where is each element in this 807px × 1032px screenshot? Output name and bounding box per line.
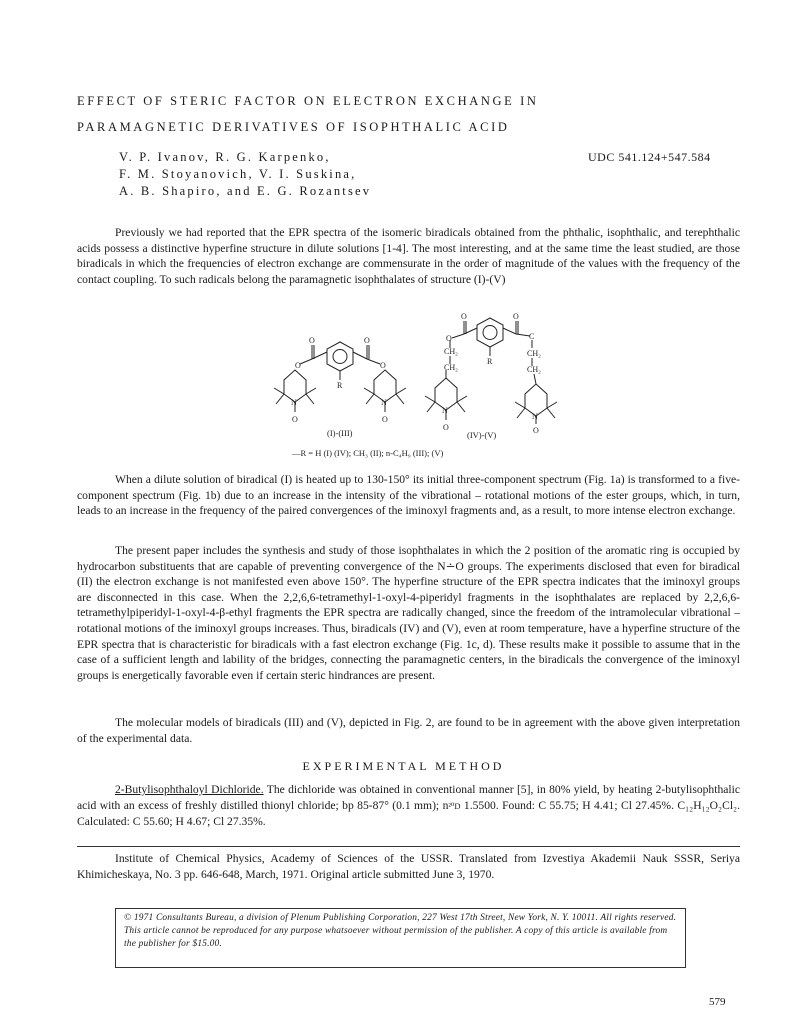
benzene-ring-left: [327, 342, 353, 371]
atom-n-3: N: [442, 406, 448, 415]
paragraph-4-text: The molecular models of biradicals (III) and (V), depicted in Fig. 2, are found to be in agreement with the above given interpretation of the experimental data.: [77, 716, 740, 745]
label-i-iii: (I)-(III): [327, 428, 353, 438]
intro-text: Previously we had reported that the EPR spectra of the isomeric biradicals obtained from the phthalic, isophthalic, and terephthalic acids possess a distinctive hyperfine structure in dilute solutions [1-4]. The most interesting, and at the same time the least studied, are those biradicals in which the frequencies of electron exchange are commensurate in the order of magnitude of the values with the frequency of the contact coupling. To such radicals belong the paramagnetic isophthalates of structure (I)-(V): [77, 226, 740, 286]
atom-ch2-2: CH₂: [444, 363, 458, 372]
atom-o-7: O: [461, 312, 467, 321]
paragraph-3-text: The present paper includes the synthesis and study of those isophthalates in which the 2 position of the aromatic ring is occupied by hydrocarbon substituents that are capable of preventing convergence of the N∸O groups. The experiments disclosed that even for biradical (II) the electron exchange is not manifested even above 150°. The hyperfine structure of the EPR spectra indicates that the iminoxyl groups are disconnected in this case. When the 2,2,6,6-tetramethyl-1-oxyl-4-piperidyl fragments in the isophthalates are replaced by 2,2,6,6-tetramethylpiperidyl-1-oxyl-4-β-ethyl fragments the EPR spectra are radically changed, since the freedom of the intramolecular vibrational – rotational motions of the iminoxyl groups increases. Thus, biradicals (IV) and (V), even at room temperature, have a hyperfine structure of the EPR spectra that is characteristic for biradicals with a fast electron exchange (Fig. 1c, d). These results make it possible to assume that in the case of a sufficient length and lability of the bridges, connecting the paramagnetic centers, in the biradicals the convergence of the iminoxyl groups is energetically favorable even if certain steric hindrances are present.: [77, 544, 740, 682]
atom-o-8: O: [513, 312, 519, 321]
intro-paragraph: [77, 225, 740, 287]
paragraph-2: [77, 472, 740, 519]
compound-name: 2-Butylisophthaloyl Dichloride.: [115, 783, 264, 796]
copyright-box: © 1971 Consultants Bureau, a division of Plenum Publishing Corporation, 227 West 17th Street, New York, N. Y. 10011. All rights reserved. This article cannot be reproduced for any purpose whatsoever without permission of the publisher. A copy of this article is available from the publisher for $15.00.: [115, 908, 686, 968]
atom-o-3: O: [295, 361, 301, 370]
atom-o-1: O: [309, 336, 315, 345]
experimental-text: The dichloride was obtained in conventional manner [5], in 80% yield, by heating 2-butylisophthalic acid with an excess of freshly distilled thionyl chloride; bp 85-87° (0.1 mm); n: [77, 783, 740, 812]
atom-o-4: O: [380, 361, 386, 370]
affiliation-note: Institute of Chemical Physics, Academy of Sciences of the USSR. Translated from Izvestiya Akademii Nauk SSSR, Seriya Khimicheskaya, No. 3 pp. 646-648, March, 1971. Original article submitted June 3, 1970.: [77, 852, 740, 881]
atom-o-6: O: [382, 415, 388, 424]
benzene-ring-right: [477, 318, 503, 347]
title-line-2: PARAMAGNETIC DERIVATIVES OF ISOPHTHALIC ACID: [77, 120, 510, 134]
page-number: 579: [709, 996, 726, 1008]
paragraph-4: [77, 715, 740, 746]
atom-n-2: N: [381, 398, 387, 407]
figure-caption: —R = H (I) (IV); CH₃ (II); n-C₄H₉ (III); (V): [292, 448, 444, 458]
atom-o-10: O: [443, 423, 449, 432]
atom-r-left: R: [337, 381, 343, 390]
atom-r-right: R: [487, 357, 493, 366]
atom-o-11: O: [533, 426, 539, 435]
atom-ch2-1: CH₂: [444, 347, 458, 356]
aromatic-circle-right: [483, 326, 497, 340]
refractive-index-label: ²⁰D: [448, 800, 461, 811]
aromatic-circle-left: [333, 350, 347, 364]
atom-o-5: O: [292, 415, 298, 424]
experimental-paragraph: [77, 782, 740, 830]
udc-code: UDC 541.124+547.584: [588, 150, 711, 164]
author-line-3: A. B. Shapiro, and E. G. Rozantsev: [119, 184, 372, 198]
label-iv-v: (IV)-(V): [467, 430, 497, 440]
atom-c-1: C: [529, 332, 535, 341]
section-heading: EXPERIMENTAL METHOD: [302, 759, 505, 773]
experimental-text-2: 1.5500. Found: C 55.75; H 4.41; Cl 27.45%. C₁₂H₁₂O₂Cl₂. Calculated: C 55.60; H 4.67; Cl 27.35%.: [77, 798, 740, 829]
title-line-1: EFFECT OF STERIC FACTOR ON ELECTRON EXCHANGE IN: [77, 94, 539, 108]
author-line-2: F. M. Stoyanovich, V. I. Suskina,: [119, 167, 357, 181]
atom-n-4: N: [532, 412, 538, 421]
atom-n-1: N: [291, 398, 297, 407]
paragraph-2-text: When a dilute solution of biradical (I) is heated up to 130-150° its initial three-component spectrum (Fig. 1a) is transformed to a five-component spectrum (Fig. 1b) due to an increase in the intensity of the vibrational – rotational motions of the ester groups, which, in turn, leads to an increase in the frequency of the paired convergences of the iminoxyl fragments and, as a result, to more intense electron exchange.: [77, 473, 740, 518]
separator-rule: [77, 846, 740, 847]
author-line-1: V. P. Ivanov, R. G. Karpenko,: [119, 150, 331, 164]
atom-o-9: O: [446, 334, 452, 343]
atom-o-2: O: [364, 336, 370, 345]
atom-ch2-3: CH₂: [527, 349, 541, 358]
atom-ch2-4: CH₂: [527, 365, 541, 374]
structure-figure: [240, 312, 580, 460]
paragraph-3: [77, 543, 740, 683]
